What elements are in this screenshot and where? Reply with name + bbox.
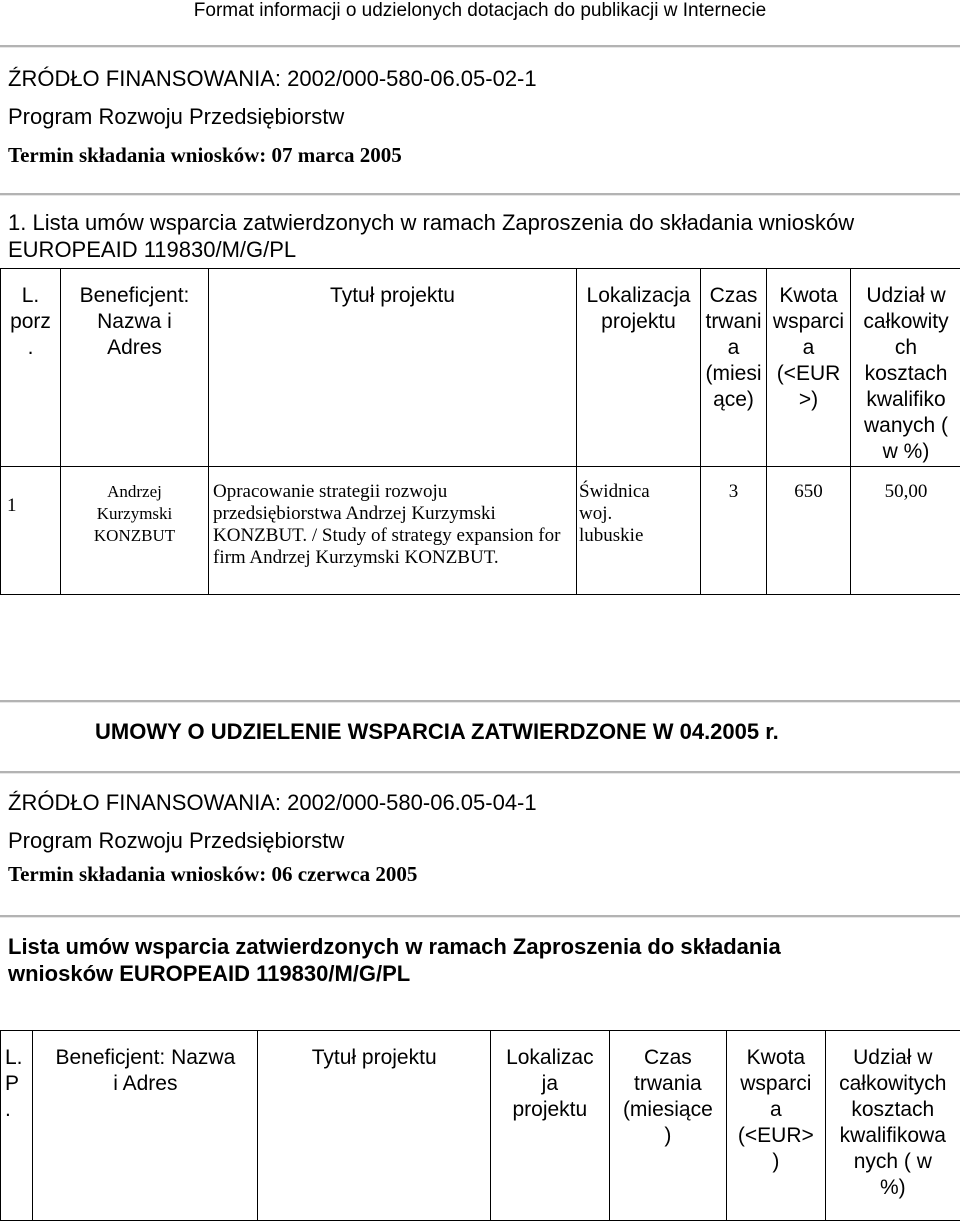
list-title: 1. Lista umów wsparcia zatwierdzonych w ramach Zaproszenia do składania wniosków EUROPEAID 119830/M/G/PL xyxy=(8,209,908,263)
col-header-title: Tytuł projektu xyxy=(258,1031,491,1221)
deadline: Termin składania wniosków: 06 czerwca 2005 xyxy=(8,862,417,887)
col-header-amount: Kwota wsparci a (<EUR> ) xyxy=(727,1031,825,1221)
col-header-title: Tytuł projektu xyxy=(209,269,577,467)
cell-amount: 650 xyxy=(767,467,851,595)
funding-source: ŹRÓDŁO FINANSOWANIA: 2002/000-580-06.05-04-1 xyxy=(8,790,537,816)
divider xyxy=(0,771,960,773)
table-header-row xyxy=(1,269,960,467)
program-name: Program Rozwoju Przedsiębiorstw xyxy=(8,104,344,130)
grants-table xyxy=(0,1030,960,1221)
col-header-location: Lokalizacja projektu xyxy=(577,269,701,467)
grants-table xyxy=(0,268,960,595)
divider xyxy=(0,193,960,195)
page-header: Format informacji o udzielonych dotacjach do publikacji w Internecie xyxy=(0,0,960,22)
divider xyxy=(0,700,960,702)
table-header-row xyxy=(1,1031,960,1221)
col-header-lp: L. porz . xyxy=(1,269,61,467)
divider xyxy=(0,45,960,47)
cell-lp: 1 xyxy=(1,467,61,595)
funding-source: ŹRÓDŁO FINANSOWANIA: 2002/000-580-06.05-02-1 xyxy=(8,66,537,92)
cell-duration: 3 xyxy=(701,467,767,595)
list-title: Lista umów wsparcia zatwierdzonych w ramach Zaproszenia do składania wniosków EUROPEAID 119830/M/G/PL xyxy=(8,933,838,987)
col-header-lp: L. P . xyxy=(1,1031,33,1221)
deadline: Termin składania wniosków: 07 marca 2005 xyxy=(8,143,402,168)
col-header-share: Udział w całkowity ch kosztach kwalifiko wanych ( w %) xyxy=(851,269,960,467)
col-header-beneficiary: Beneficjent: Nazwa i Adres xyxy=(61,269,209,467)
cell-location: Świdnica woj. lubuskie xyxy=(577,467,701,595)
section-banner: UMOWY O UDZIELENIE WSPARCIA ZATWIERDZONE W 04.2005 r. xyxy=(95,719,779,745)
col-header-duration: Czas trwania (miesiące ) xyxy=(609,1031,726,1221)
col-header-amount: Kwota wsparci a (<EUR >) xyxy=(767,269,851,467)
table-row xyxy=(1,467,960,595)
program-name: Program Rozwoju Przedsiębiorstw xyxy=(8,828,344,854)
cell-share: 50,00 xyxy=(851,467,960,595)
col-header-share: Udział w całkowitych kosztach kwalifikowa nych ( w %) xyxy=(825,1031,960,1221)
divider xyxy=(0,915,960,917)
cell-beneficiary: Andrzej Kurzymski KONZBUT xyxy=(61,467,209,595)
col-header-duration: Czas trwani a (miesi ące) xyxy=(701,269,767,467)
col-header-location: Lokalizac ja projektu xyxy=(491,1031,610,1221)
col-header-beneficiary: Beneficjent: Nazwa i Adres xyxy=(33,1031,258,1221)
cell-title: Opracowanie strategii rozwoju przedsiębiorstwa Andrzej Kurzymski KONZBUT. / Study of strategy expansion for firm Andrzej Kurzymski KONZBUT. xyxy=(209,467,577,595)
